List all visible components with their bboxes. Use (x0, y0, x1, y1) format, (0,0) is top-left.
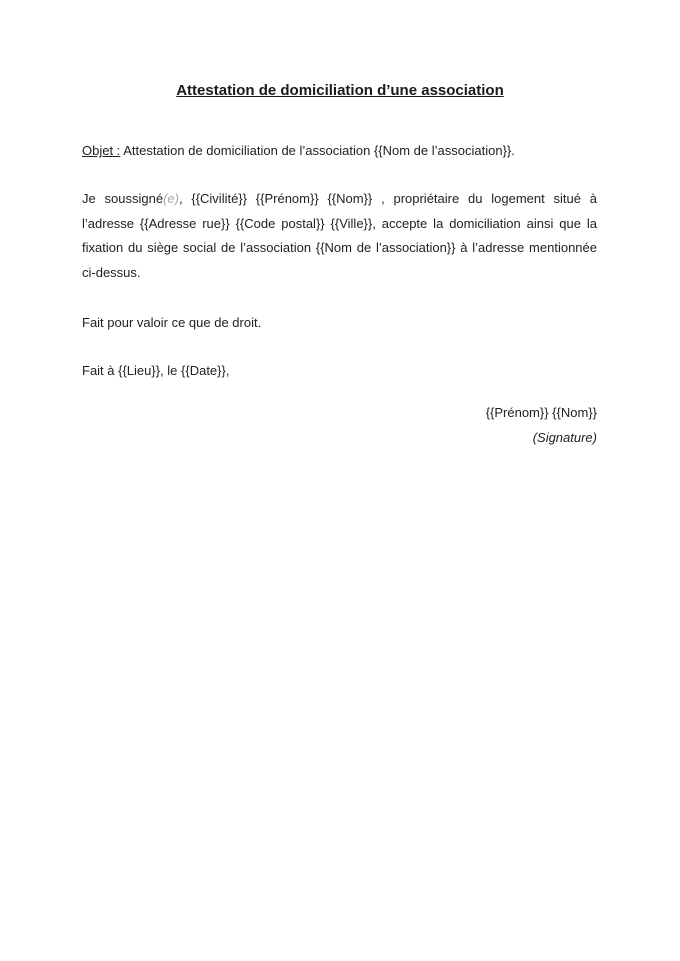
document-title: Attestation de domiciliation d’une association (176, 82, 504, 99)
objet-label: Objet : (82, 143, 121, 158)
objet-line (82, 139, 597, 164)
paragraph-body: , {{Civilité}} {{Prénom}} {{Nom}} , propriétaire du logement situé à l’adresse {{Adresse rue}} {{Code postal}} {{Ville}}, accepte la domiciliation ainsi que la fixation du siège social de l’association {{Nom de l’association}} à l’adresse mentionnée ci-dessus. (82, 191, 597, 280)
signature-label: (Signature) (532, 429, 597, 445)
gender-suffix: (e) (163, 191, 179, 206)
signature-block (486, 401, 597, 450)
attestation-paragraph (82, 187, 597, 285)
paragraph-prefix: Je soussigné (82, 191, 164, 206)
objet-text: Attestation de domiciliation de l’association {{Nom de l’association}}. (120, 143, 515, 158)
signer-name: {{Prénom}} {{Nom}} (485, 405, 597, 420)
place-date-line: Fait à {{Lieu}}, le {{Date}}, (82, 363, 230, 378)
valoir-line: Fait pour valoir ce que de droit. (82, 315, 262, 330)
